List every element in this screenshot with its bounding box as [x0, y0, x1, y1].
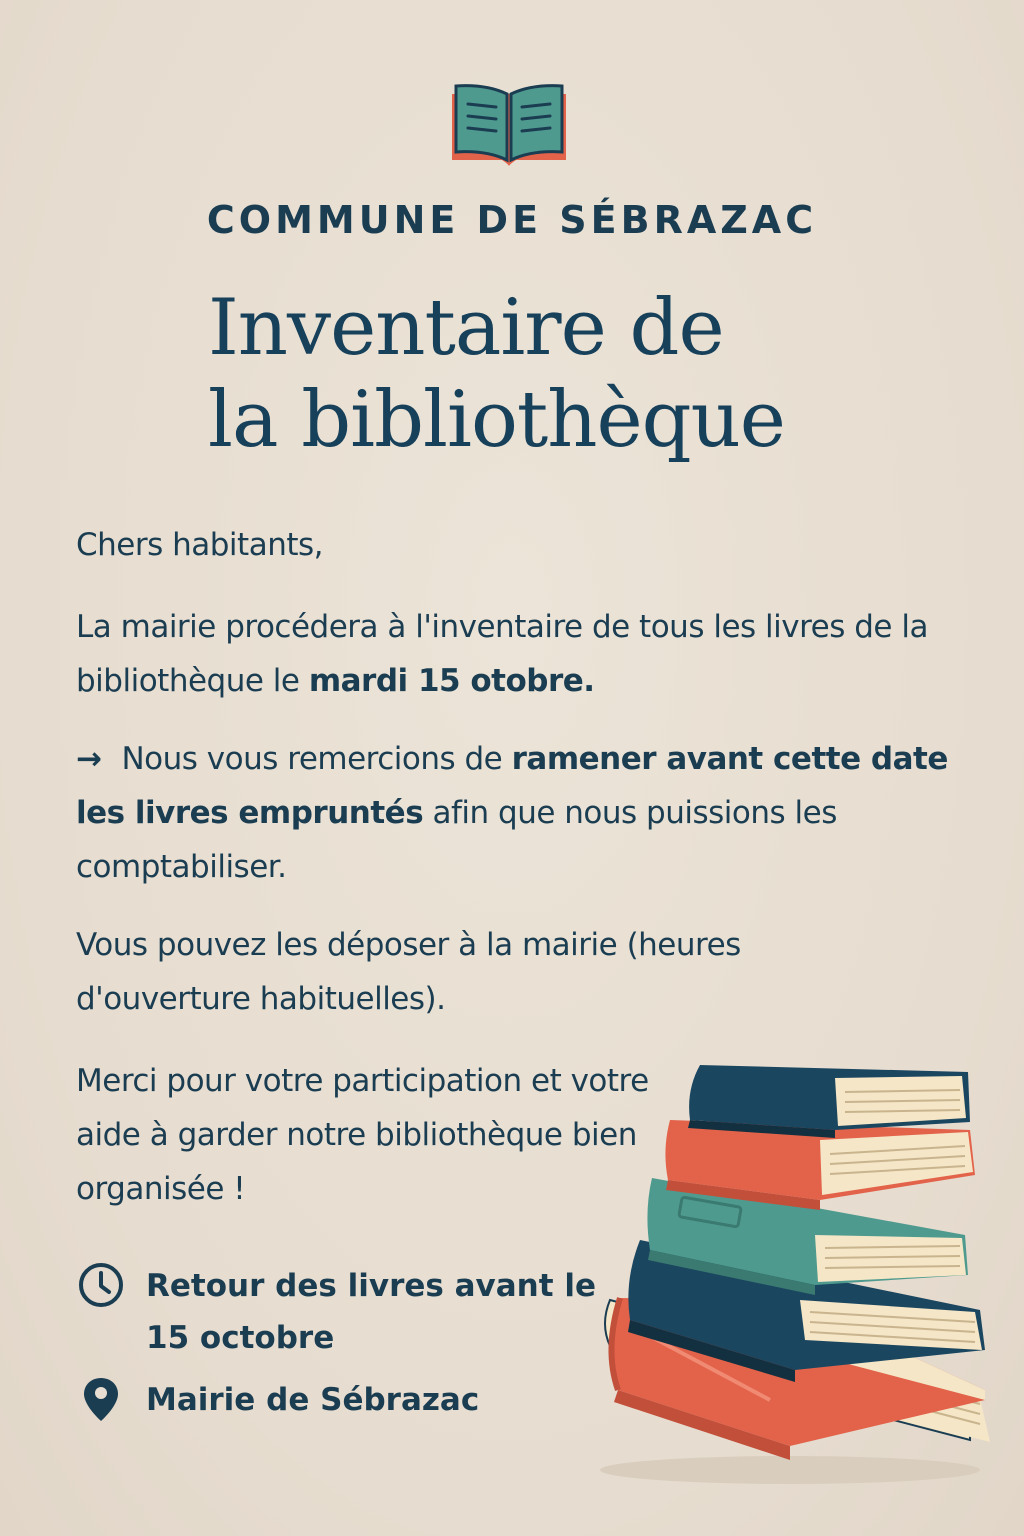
thanks-paragraph: Merci pour votre participation et votre aide à garder notre bibliothèque bien organisée ! — [76, 1063, 649, 1207]
announcement-text: La mairie procédera à l'inventaire de tous les livres de la bibliothèque le — [76, 609, 928, 699]
drop-off-paragraph: Vous pouvez les déposer à la mairie (heures d'ouverture habituelles). — [76, 927, 741, 1017]
return-request-text-1: Nous vous remercions de — [121, 741, 512, 777]
return-request-paragraph — [76, 732, 956, 894]
announcement-paragraph — [76, 600, 976, 708]
location-pin-icon — [76, 1374, 126, 1424]
page-title — [208, 282, 928, 466]
location-text: Mairie de Sébrazac — [146, 1382, 480, 1418]
book-navy-top — [688, 1065, 970, 1138]
title-line-2: la bibliothèque — [208, 375, 785, 465]
deadline-text: Retour des livres avant le 15 octobre — [146, 1268, 597, 1356]
return-request-emphasis: ramener avant cette date les livres empruntés — [76, 741, 948, 831]
greeting: Chers habitants, — [76, 527, 324, 563]
return-request-text-2: afin que nous puissions les comptabiliser. — [76, 795, 837, 885]
deadline-row — [76, 1260, 596, 1364]
inventory-date: mardi 15 otobre. — [308, 663, 595, 699]
location-row — [76, 1374, 596, 1426]
commune-name: COMMUNE DE SÉBRAZAC — [206, 198, 818, 242]
open-book-icon — [446, 80, 572, 170]
clock-icon — [76, 1260, 126, 1310]
arrow-right-icon: → — [76, 741, 102, 777]
title-line-1: Inventaire de — [208, 283, 724, 373]
book-stack-icon — [590, 1050, 1010, 1490]
